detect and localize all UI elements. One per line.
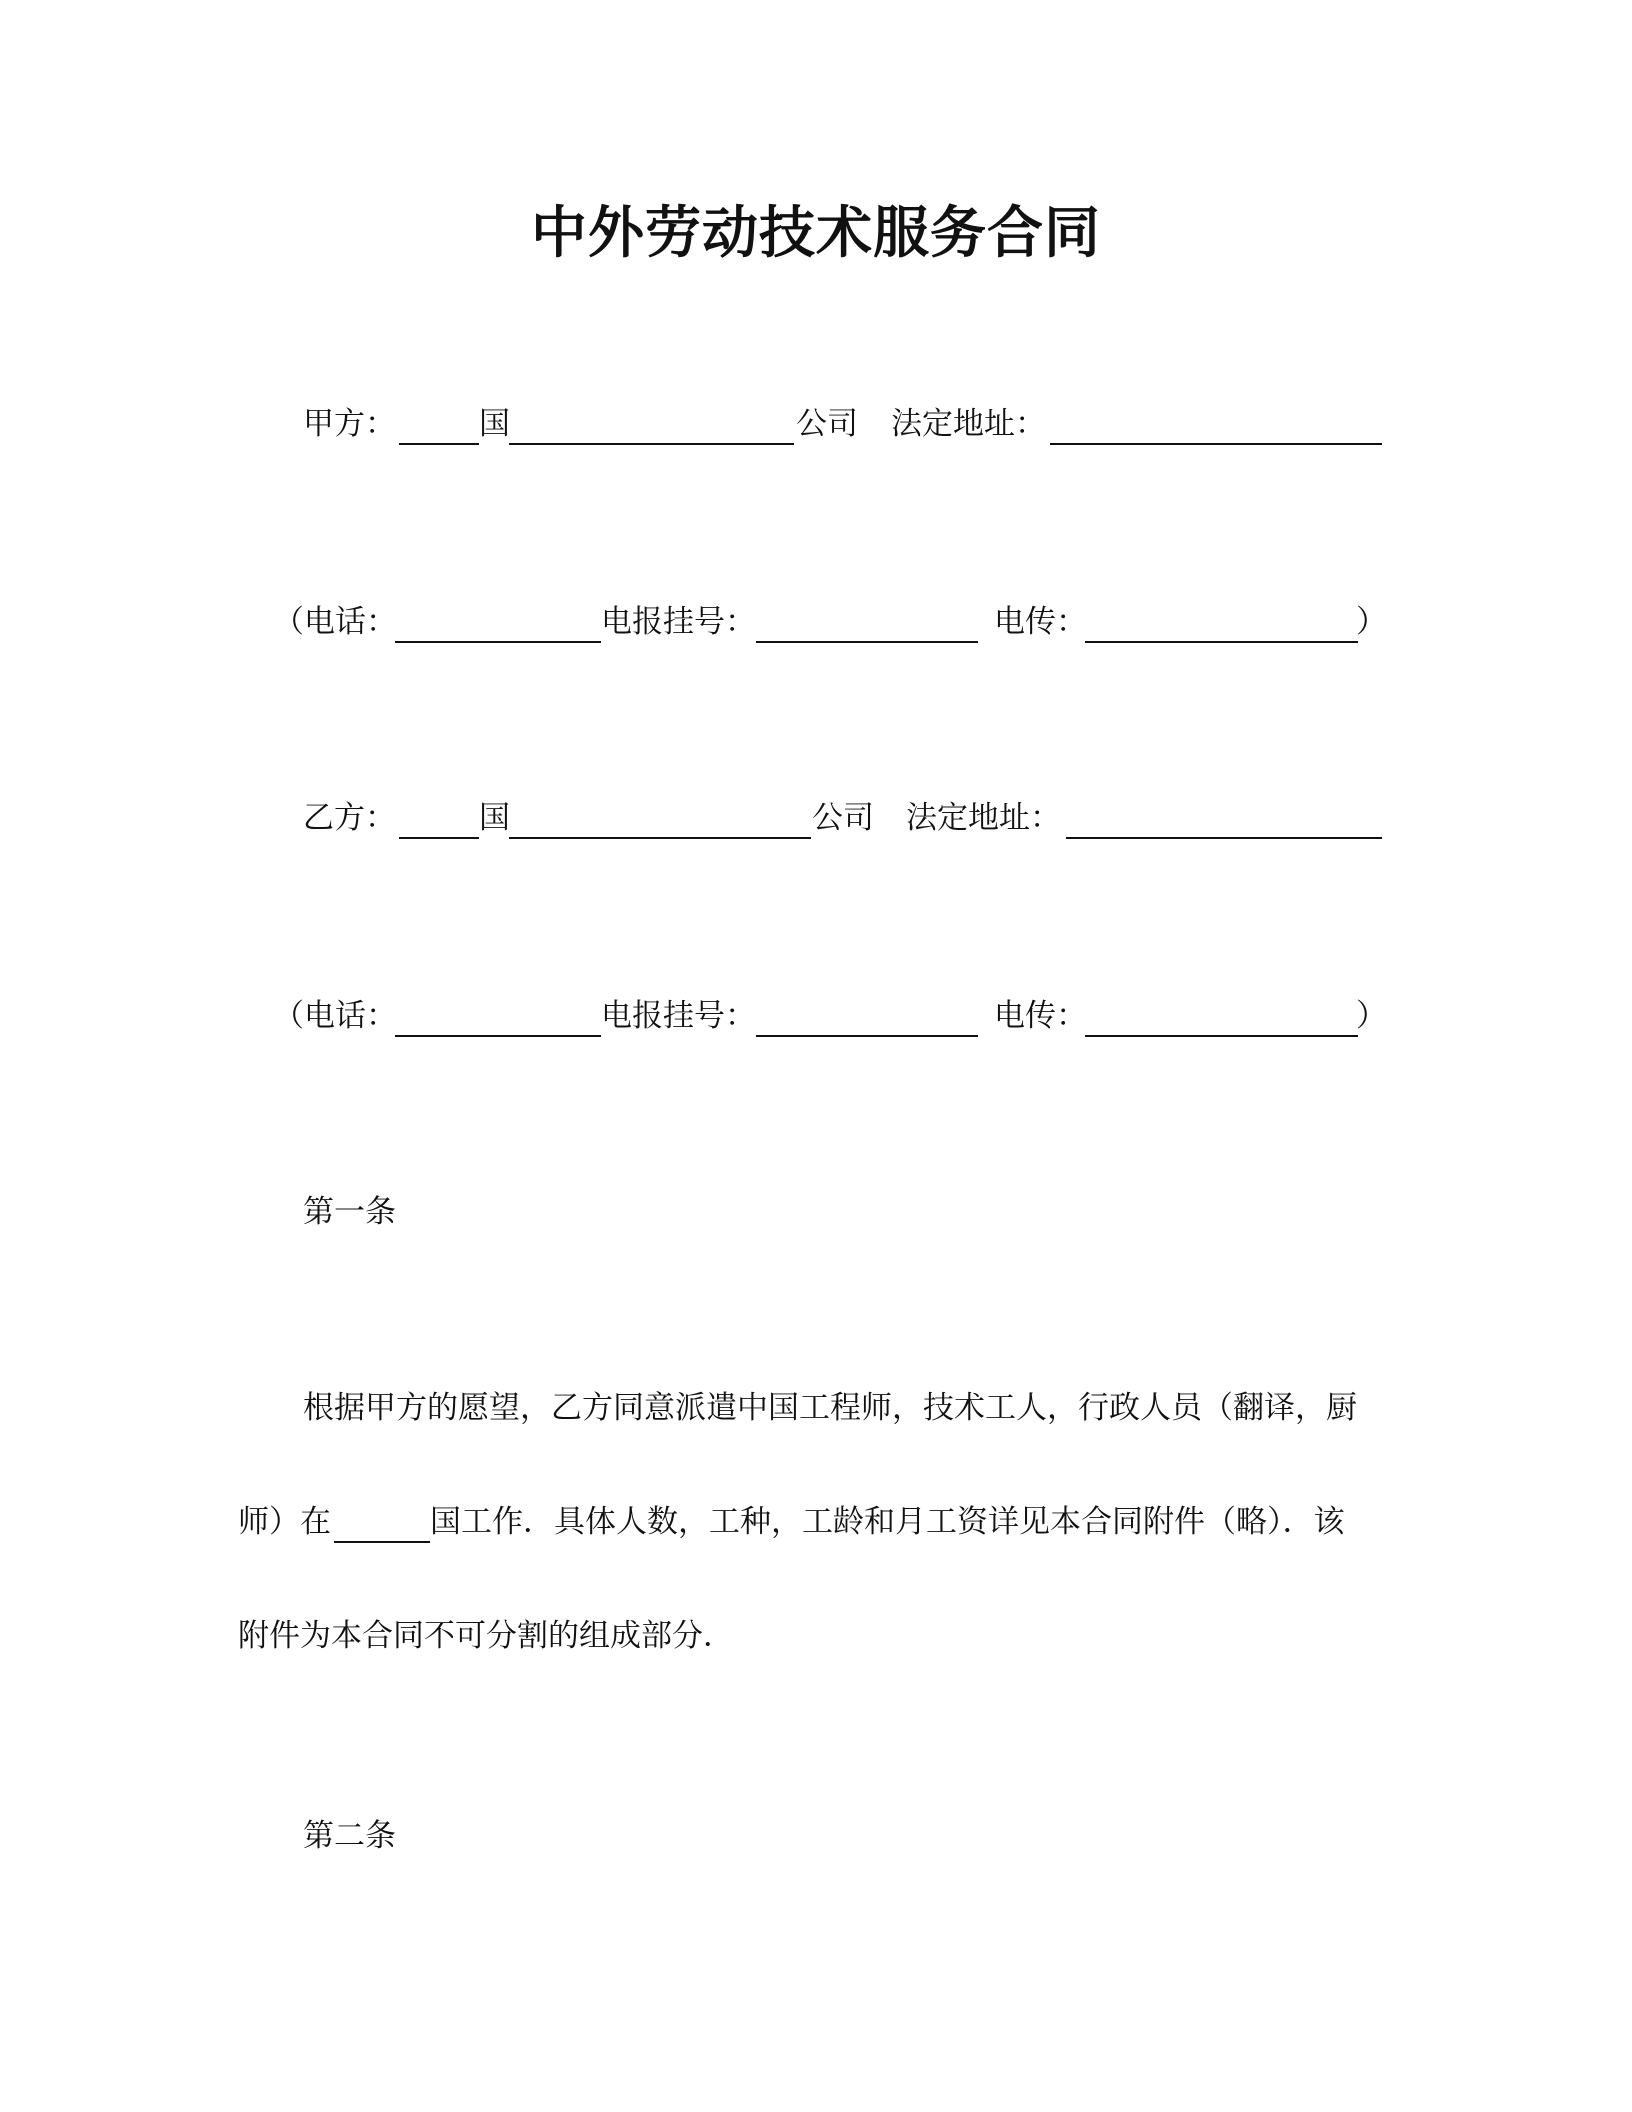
party-b-phone-blank[interactable] [395, 1035, 601, 1037]
party-b-contact-close: ） [1356, 998, 1387, 1034]
article-1-line-2-start: 师）在 [238, 1504, 331, 1540]
party-a-telegram-label: 电报挂号： [601, 604, 756, 640]
party-a-company-blank[interactable] [509, 443, 794, 445]
party-b-company-suffix: 公司 [812, 800, 874, 836]
document-title: 中外劳动技术服务合同 [531, 201, 1101, 266]
party-a-contact-close: ） [1356, 604, 1387, 640]
party-a-address-blank[interactable] [1050, 443, 1382, 445]
party-a-label: 甲方： [303, 406, 396, 442]
article-1-country-blank[interactable] [334, 1541, 430, 1543]
party-a-country-suffix: 国 [479, 406, 510, 442]
party-b-country-blank[interactable] [399, 837, 479, 839]
party-a-company-suffix: 公司 [796, 406, 858, 442]
party-a-phone-blank[interactable] [395, 641, 601, 643]
party-b-fax-label: 电传： [994, 998, 1087, 1034]
party-b-phone-label: （电话： [273, 998, 397, 1034]
party-b-address-label: 法定地址： [906, 800, 1061, 836]
article-1-heading: 第一条 [303, 1194, 396, 1230]
party-b-fax-blank[interactable] [1085, 1035, 1358, 1037]
article-1-line-2-end: 国工作．具体人数，工种，工龄和月工资详见本合同附件（略）．该 [430, 1504, 1345, 1540]
party-b-company-blank[interactable] [509, 837, 811, 839]
party-a-phone-label: （电话： [273, 604, 397, 640]
party-b-telegram-blank[interactable] [756, 1035, 978, 1037]
party-a-fax-blank[interactable] [1085, 641, 1358, 643]
party-a-country-blank[interactable] [399, 443, 479, 445]
party-a-address-label: 法定地址： [891, 406, 1046, 442]
party-a-fax-label: 电传： [994, 604, 1087, 640]
party-a-telegram-blank[interactable] [756, 641, 978, 643]
article-2-heading: 第二条 [303, 1818, 396, 1854]
party-b-country-suffix: 国 [479, 800, 510, 836]
article-1-line-1: 根据甲方的愿望，乙方同意派遣中国工程师，技术工人，行政人员（翻译，厨 [303, 1390, 1357, 1426]
party-b-telegram-label: 电报挂号： [601, 998, 756, 1034]
party-b-address-blank[interactable] [1066, 837, 1382, 839]
party-b-label: 乙方： [303, 800, 396, 836]
article-1-line-3: 附件为本合同不可分割的组成部分． [238, 1618, 734, 1654]
